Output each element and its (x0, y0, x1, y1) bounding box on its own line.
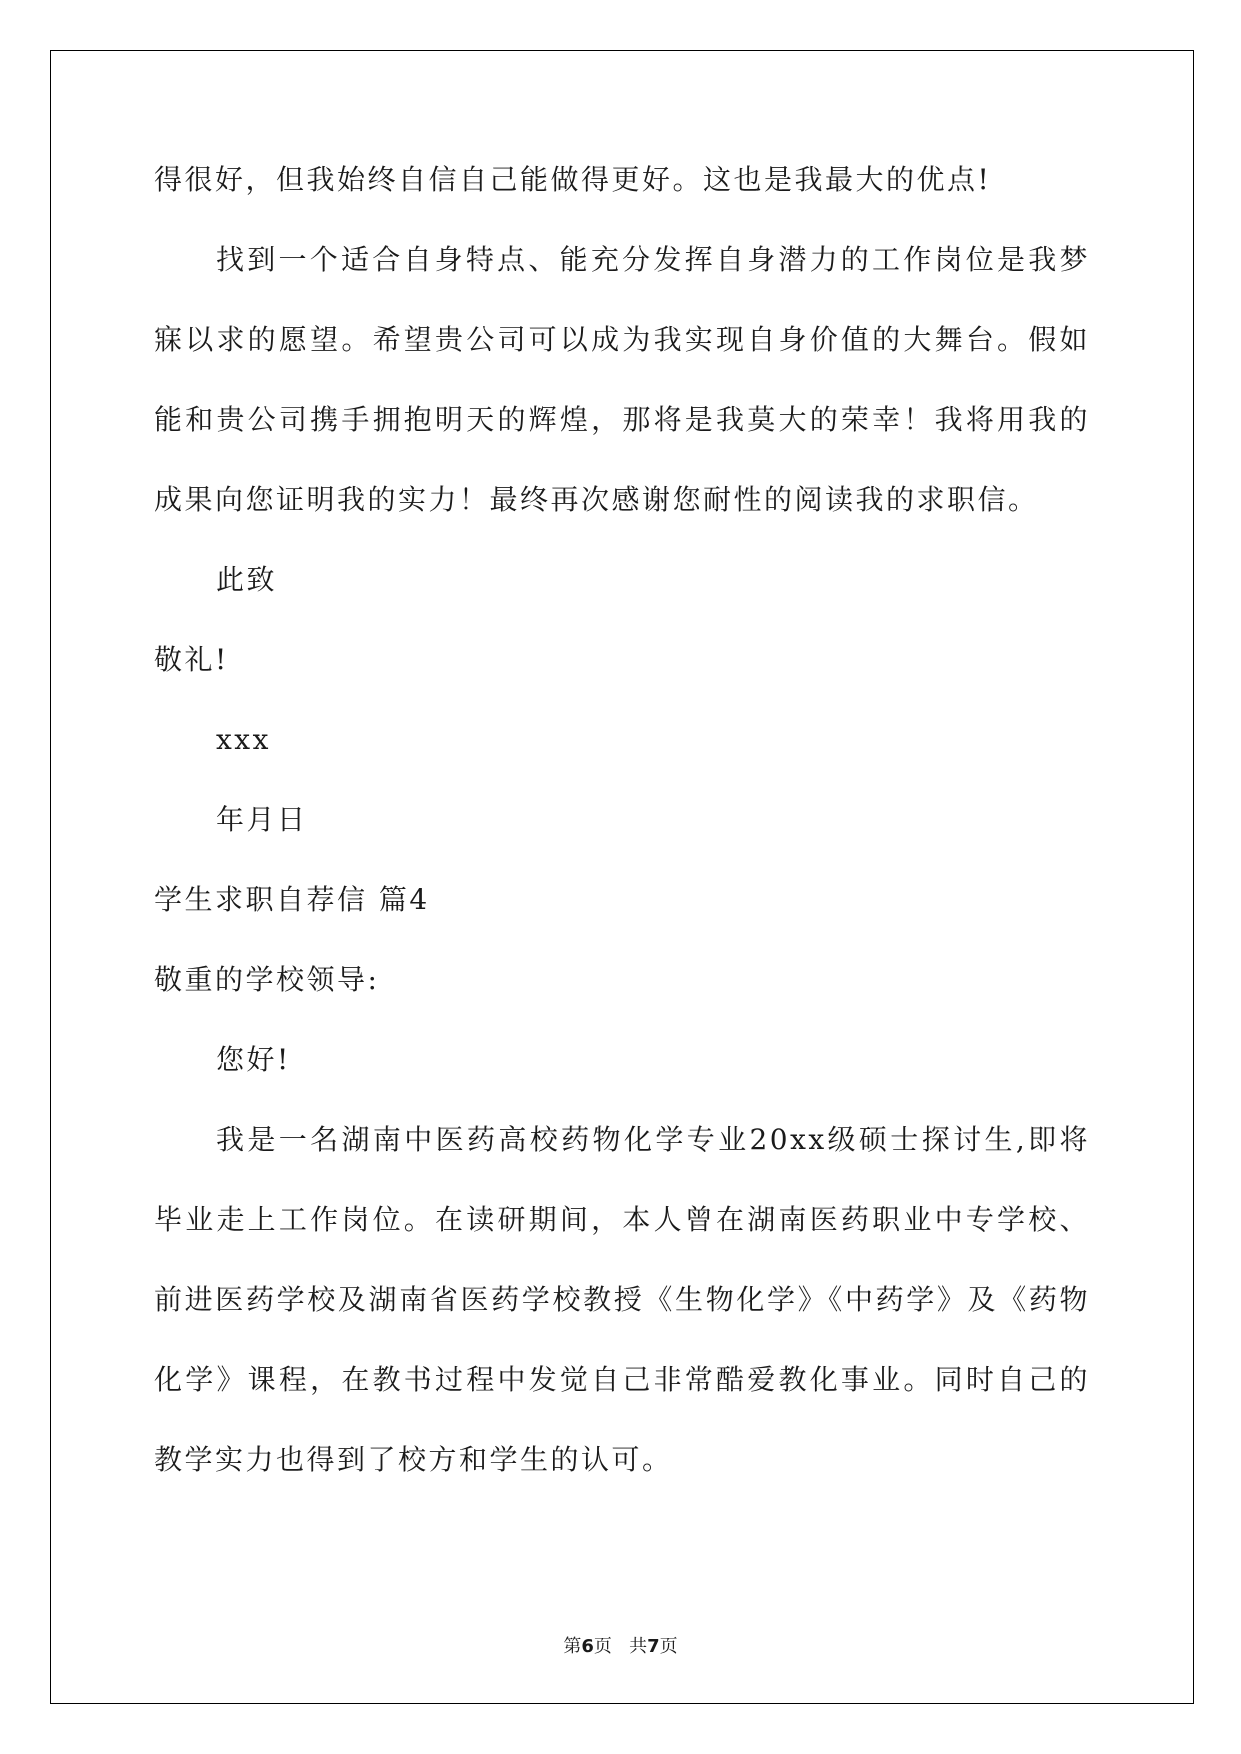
paragraph-line: 成果向您证明我的实力！最终再次感谢您耐性的阅读我的求职信。 (154, 483, 1039, 516)
paragraph-line: 能和贵公司携手拥抱明天的辉煌，那将是我莫大的荣幸！我将用我的 (154, 403, 1090, 436)
closing-regards: 敬礼! (154, 643, 229, 676)
current-page-number: 6 (581, 1636, 594, 1657)
page-footer (0, 1632, 1241, 1658)
paragraph-line: 毕业走上工作岗位。在读研期间，本人曾在湖南医药职业中专学校、 (154, 1203, 1090, 1236)
section-heading: 学生求职自荐信 篇4 (154, 883, 430, 916)
paragraph-line: 找到一个适合自身特点、能充分发挥自身潜力的工作岗位是我梦 (216, 243, 1090, 276)
greeting: 您好! (216, 1043, 291, 1076)
footer-prefix: 第 (563, 1636, 582, 1657)
paragraph-line: 寐以求的愿望。希望贵公司可以成为我实现自身价值的大舞台。假如 (154, 323, 1090, 356)
paragraph-line: 化学》课程，在教书过程中发觉自己非常酷爱教化事业。同时自己的 (154, 1363, 1090, 1396)
document-body (154, 160, 1090, 1520)
paragraph-line: 教学实力也得到了校方和学生的认可。 (154, 1443, 673, 1476)
total-pages-number: 7 (647, 1636, 660, 1657)
footer-suffix: 页 (659, 1636, 678, 1657)
footer-middle: 页 共 (593, 1636, 648, 1657)
closing-salutation: 此致 (216, 563, 278, 596)
paragraph-line: 我是一名湖南中医药高校药物化学专业20xx级硕士探讨生,即将 (216, 1123, 1090, 1156)
signature-name: xxx (216, 723, 271, 756)
paragraph-line: 前进医药学校及湖南省医药学校教授《生物化学》《中药学》及《药物 (154, 1283, 1090, 1316)
signature-date: 年月日 (216, 803, 308, 836)
greeting-recipient: 敬重的学校领导: (154, 963, 380, 996)
paragraph-line: 得很好，但我始终自信自己能做得更好。这也是我最大的优点! (154, 163, 992, 196)
